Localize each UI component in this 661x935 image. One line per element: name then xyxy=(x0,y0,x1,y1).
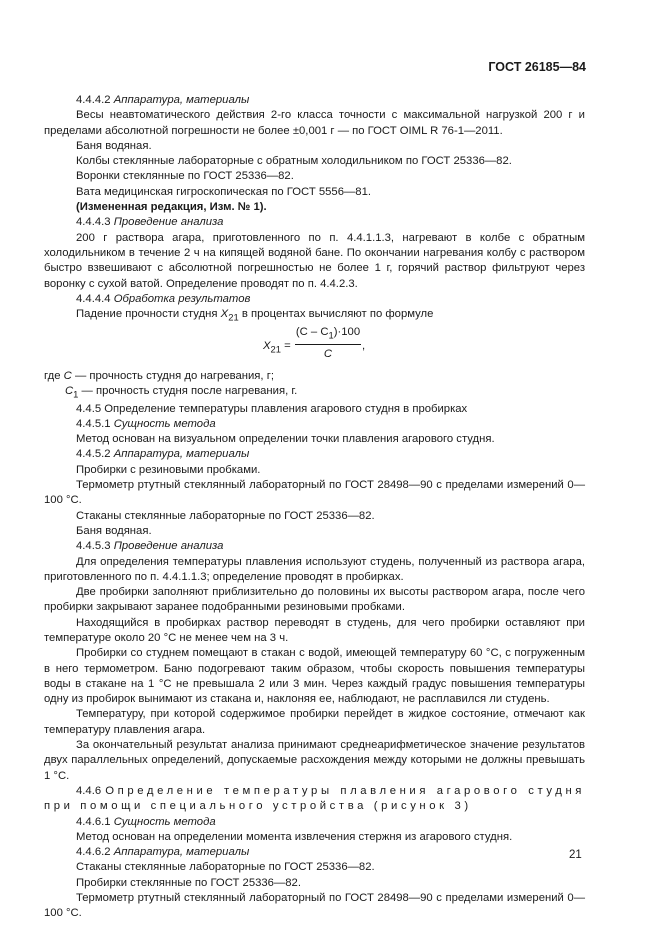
section-title: Проведение анализа xyxy=(113,540,224,553)
formula-numerator xyxy=(295,325,361,346)
paragraph-formula-intro xyxy=(44,307,585,325)
section-heading-4-4-5-3 xyxy=(44,539,585,554)
section-number: 4.4.4.4 xyxy=(76,292,114,305)
paragraph-cotton: Вата медицинская гигроскопическая по ГОСТ 5556—81. xyxy=(76,185,371,198)
paragraph-scales: Весы неавтоматического действия 2-го класса точности с максимальной нагрузкой 200 г и пределами абсолютной погрешности не более ±0,001 г — по ГОСТ OIML R 76-1—2011. xyxy=(44,109,585,137)
section-heading-4-4-4-2 xyxy=(44,93,585,108)
paragraph-water-bath: Баня водяная. xyxy=(76,139,152,152)
paragraph-method-basis: Метод основан на визуальном определении точки плавления агарового студня. xyxy=(76,433,495,446)
formula-var: X xyxy=(263,339,271,352)
paragraph-beakers-2: Стаканы стеклянные лабораторные по ГОСТ 25336—82. xyxy=(76,861,375,874)
paragraph-beakers: Стаканы стеклянные лабораторные по ГОСТ 25336—82. xyxy=(76,509,375,522)
section-title: Аппаратура, материалы xyxy=(113,94,250,106)
paragraph-fill-tubes: Две пробирки заполняют приблизительно до половины их высоты раствором агара, после чего пробирки закрывают заранее подобранными резиновыми пробками. xyxy=(44,586,585,614)
section-heading-4-4-5-2 xyxy=(44,447,585,462)
page-number: 21 xyxy=(569,849,582,861)
section-heading-4-4-4-4 xyxy=(44,292,585,307)
section-number: 4.4.5.1 xyxy=(76,417,114,430)
formula-denominator: C xyxy=(323,348,333,361)
formula-fraction xyxy=(295,325,361,363)
where-line-1 xyxy=(44,369,585,384)
document-body xyxy=(44,93,585,922)
formula-lhs xyxy=(263,339,291,357)
formula-sub: 21 xyxy=(270,342,282,354)
paragraph-rod-method: Метод основан на определении момента извлечения стержня из агарового студня. xyxy=(76,830,513,843)
paragraph-test-tubes: Пробирки с резиновыми пробками. xyxy=(76,463,261,476)
section-heading-4-4-6-2 xyxy=(44,845,585,860)
section-heading-4-4-6 xyxy=(44,784,585,815)
paragraph-analysis-procedure: 200 г раствора агара, приготовленного по п. 4.4.1.1.3, нагревают в колбе с обратным холодильником в течение 2 ч на кипящей водяной бане. По окончании нагревания колбу с раствором быстро взвешивают с абсолютной погрешностью не более 1 г, горячий раствор фильтруют через воронку с сухой ватой. Определение проводят по п. 4.4.2.3. xyxy=(44,231,585,290)
paragraph-final-result: За окончательный результат анализа принимают среднеарифметическое значение результатов двух параллельных определений, допускаемые расхождения между которыми не должны превышать 1 °С. xyxy=(44,739,585,782)
section-number: 4.4.6.1 xyxy=(76,815,114,828)
numerator-part: )·100 xyxy=(333,325,361,338)
where-text: — прочность студня до нагревания, г; xyxy=(71,369,274,382)
section-heading-4-4-5: 4.4.5 Определение температуры плавления агарового студня в пробирках xyxy=(76,402,468,415)
variable-subscript: 21 xyxy=(228,311,239,323)
section-title: Проведение анализа xyxy=(113,216,224,229)
paragraph-funnels: Воронки стеклянные по ГОСТ 25336—82. xyxy=(76,170,294,183)
paragraph-flasks: Колбы стеклянные лабораторные с обратным холодильником по ГОСТ 25336—82. xyxy=(76,155,512,168)
formula-comma: , xyxy=(362,339,366,352)
where-line-2 xyxy=(44,384,585,402)
paragraph-heating: Пробирки со студнем помещают в стакан с водой, имеющей температуру 60 °С, с погруженным в него термометром. Баню подогревают таким образом, чтобы скорость повышения температуры воды в стакане на 1 °С не превышала 2 или 3 мин. Через каждый градус повышения температуры одну из пробирок вынимают из стакана и, наклоняя ее, наблюдают, не расплавился ли студень. xyxy=(44,647,585,706)
document-id-header: ГОСТ 26185—84 xyxy=(488,60,586,74)
section-title: Сущность метода xyxy=(113,815,216,828)
text: Падение прочности студня xyxy=(76,308,221,321)
paragraph-melting-point: Температуру, при которой содержимое пробирки перейдет в жидкое состояние, отмечают как температуру плавления агара. xyxy=(44,708,585,736)
section-number: 4.4.4.3 xyxy=(76,216,114,229)
section-title: Сущность метода xyxy=(113,417,216,430)
paragraph-gel-source: Для определения температуры плавления используют студень, полученный из раствора агара, приготовленного по п. 4.4.1.1.3; определение проводят в пробирках. xyxy=(44,555,585,583)
section-heading-4-4-6-1 xyxy=(44,815,585,830)
section-heading-4-4-4-3 xyxy=(44,215,585,230)
where-text: — прочность студня после нагревания, г. xyxy=(78,385,298,397)
section-number: 4.4.4.2 xyxy=(76,94,114,106)
numerator-part: (C – C xyxy=(295,325,329,338)
paragraph-gelation: Находящийся в пробирках раствор переводят в студень, для чего пробирки оставляют при температуре около 20 °С не менее чем на 3 ч. xyxy=(44,616,585,644)
section-title: Обработка результатов xyxy=(113,292,251,305)
formula xyxy=(44,325,585,369)
paragraph-thermometer: Термометр ртутный стеклянный лабораторный по ГОСТ 28498—90 с пределами измерений 0—100 °С. xyxy=(44,479,585,507)
variable-c1: C xyxy=(65,385,74,397)
variable-c: C xyxy=(63,369,72,382)
where-prefix: где xyxy=(44,369,64,382)
paragraph-thermometer-2: Термометр ртутный стеклянный лабораторный по ГОСТ 28498—90 с пределами измерений 0—100 °С. xyxy=(44,892,585,920)
section-title: Аппаратура, материалы xyxy=(113,846,250,859)
paragraph-water-bath-2: Баня водяная. xyxy=(76,524,152,537)
section-title: Определение температуры плавления агарового студня при помощи специального устройства (рисунок 3) xyxy=(44,784,586,813)
formula-eq: = xyxy=(281,339,291,352)
section-number: 4.4.5.2 xyxy=(76,448,114,461)
section-heading-4-4-5-1 xyxy=(44,417,585,432)
section-number: 4.4.6 xyxy=(76,784,106,797)
amendment-note: (Измененная редакция, Изм. № 1). xyxy=(76,201,267,214)
section-number: 4.4.6.2 xyxy=(76,846,114,859)
variable-subscript: 1 xyxy=(73,388,79,400)
section-number: 4.4.5.3 xyxy=(76,540,114,553)
variable-x: X xyxy=(220,308,229,321)
numerator-sub: 1 xyxy=(328,328,334,340)
paragraph-test-tubes-2: Пробирки стеклянные по ГОСТ 25336—82. xyxy=(76,876,301,889)
section-title: Аппаратура, материалы xyxy=(113,448,250,461)
text: в процентах вычисляют по формуле xyxy=(238,308,434,321)
